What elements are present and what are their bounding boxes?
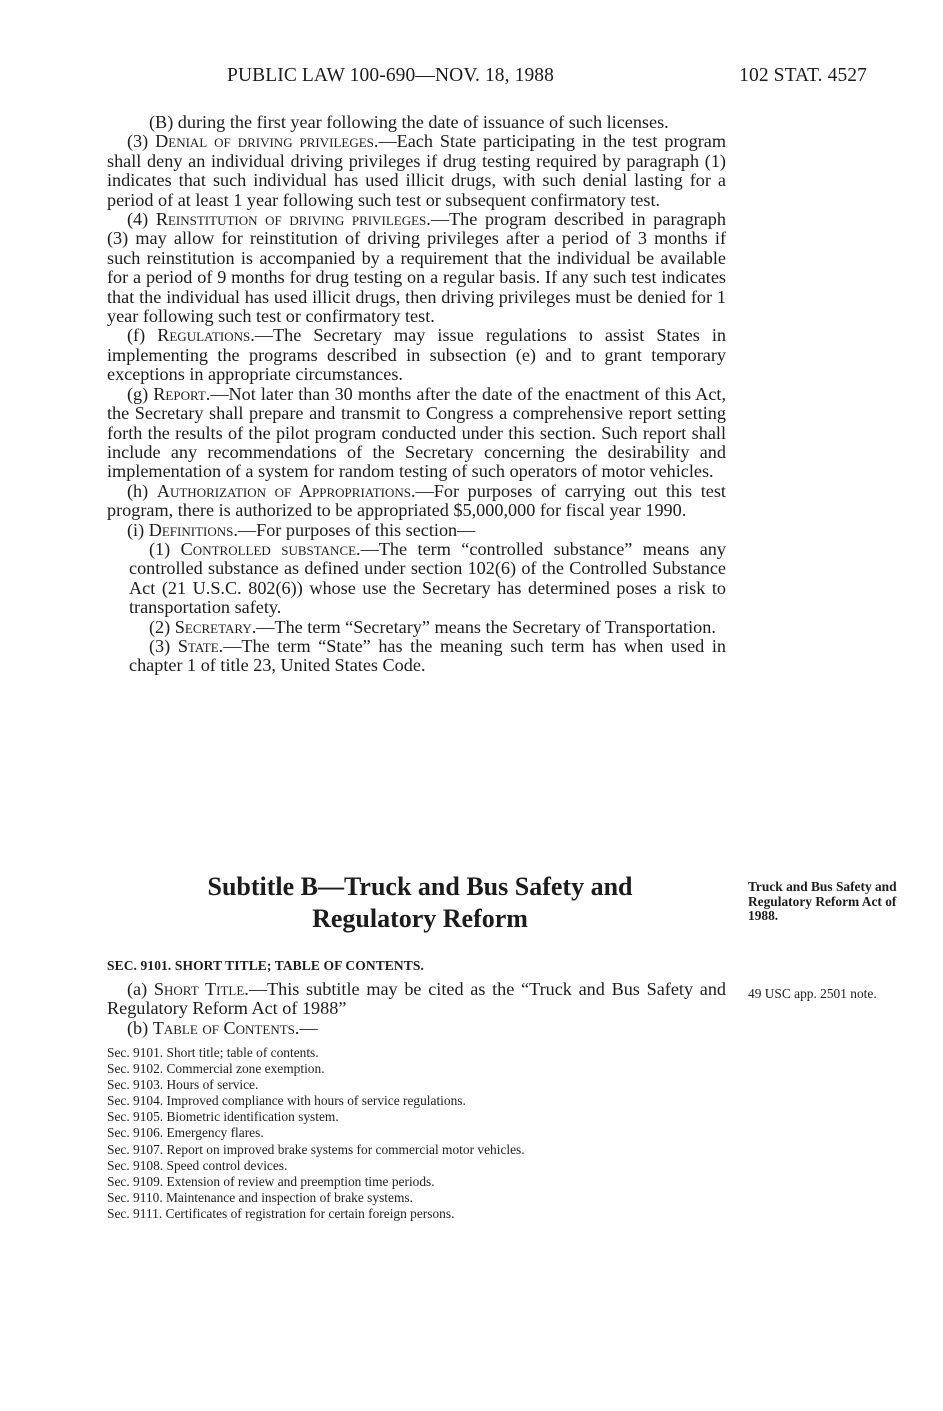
toc-entry: Sec. 9101. Short title; table of contents. xyxy=(107,1045,319,1060)
toc-entry: Sec. 9108. Speed control devices. xyxy=(107,1157,288,1173)
toc-entry: Sec. 9104. Improved compliance with hours of service regulations. xyxy=(107,1093,466,1109)
subsection-h-appropriations: (h) Authorization of Appropriations.—For purposes of carrying out this test program, there is authorized to be appropriated $5,000,000 for fiscal year 1990. xyxy=(107,480,726,521)
toc-entry: Sec. 9103. Hours of service. xyxy=(107,1077,259,1093)
toc-entry: Sec. 9102. Commercial zone exemption. xyxy=(107,1061,325,1077)
paragraph-b-continuation: (B) during the first year following the date of issuance of such licenses. xyxy=(149,112,669,132)
table-of-contents xyxy=(107,1045,687,1222)
toc-entry: Sec. 9107. Report on improved brake systems for commercial motor vehicles. xyxy=(107,1141,525,1157)
paragraph-3-denial: (3) Denial of driving privileges.—Each State participating in the test program shall deny an individual driving privileges if drug testing required by paragraph (1) indicates that such individual has used illicit drugs, with such denial lasting for a period of at least 1 year following such test or subsequent confirmatory test. xyxy=(107,131,726,210)
paragraph-heading: Denial of driving privileges. xyxy=(155,131,379,152)
subsection-b-toc: (b) Table of Contents.— xyxy=(127,1017,318,1038)
definition-secretary: (2) Secretary.—The term “Secretary” means the Secretary of Transportation. xyxy=(149,616,716,637)
subsection-f-regulations: (f) Regulations.—The Secretary may issue regulations to assist States in implementing the programs described in subsection (e) and to grant temporary exceptions in appropriate circumstances. xyxy=(107,325,727,385)
toc-entry: Sec. 9106. Emergency flares. xyxy=(107,1125,264,1141)
toc-entry: Sec. 9105. Biometric identification system. xyxy=(107,1109,339,1125)
public-law-citation: PUBLIC LAW 100-690—NOV. 18, 1988 xyxy=(227,65,555,86)
toc-entry: Sec. 9110. Maintenance and inspection of brake systems. xyxy=(107,1189,413,1205)
subsection-heading: Report. xyxy=(153,383,211,404)
subsection-heading: Definitions. xyxy=(148,519,238,540)
toc-entry: Sec. 9111. Certificates of registration for certain foreign persons. xyxy=(107,1205,455,1221)
paragraph-heading: Reinstitution of driving privileges. xyxy=(155,209,431,230)
definition-heading: State. xyxy=(177,635,224,656)
definition-controlled-substance: (1) Controlled substance.—The term “controlled substance” means any controlled substance as defined under section 102(6) of the Controlled Substance Act (21 U.S.C. 802(6)) whose use the Secretary has determined poses a risk to transportation safety. xyxy=(129,538,726,618)
toc-entry: Sec. 9109. Extension of review and preemption time periods. xyxy=(107,1173,435,1189)
margin-note-citation: 49 USC app. 2501 note. xyxy=(748,986,877,1001)
definition-state: (3) State.—The term “State” has the meaning such term has when used in chapter 1 of title 23, United States Code. xyxy=(129,635,726,676)
subsection-heading: Short Title. xyxy=(153,979,249,999)
paragraph-4-reinstitution: (4) Reinstitution of driving privileges.—The program described in paragraph (3) may allow for reinstitution of driving privileges after a period of 3 months if such reinstitution is accompanied by a requirement that the individual be available for a period of 9 months for drug testing on a regular basis. If any such test indicates that the individual has used illicit drugs, then driving privileges must be denied for 1 year following such test or confirmatory test. xyxy=(107,209,726,327)
definition-heading: Secretary. xyxy=(174,616,257,637)
subsection-heading: Authorization of Appropriations. xyxy=(156,480,416,501)
main-text xyxy=(107,113,726,676)
subsection-i-definitions: (i) Definitions.—For purposes of this section— xyxy=(127,519,476,540)
subtitle-heading: Subtitle B—Truck and Bus Safety and Regulatory Reform xyxy=(207,872,633,933)
margin-note-short-title: Truck and Bus Safety and Regulatory Reform Act of 1988. xyxy=(748,879,897,924)
section-body xyxy=(107,980,726,1038)
subsection-a-short-title: (a) Short Title.—This subtitle may be cited as the “Truck and Bus Safety and Regulatory Reform Act of 1988” xyxy=(107,979,727,1019)
statute-page-number: 102 STAT. 4527 xyxy=(739,65,867,86)
subsection-heading: Regulations. xyxy=(157,325,255,346)
definition-heading: Controlled substance. xyxy=(180,538,361,559)
subsection-g-report: (g) Report.—Not later than 30 months after the date of the enactment of this Act, the Secretary shall prepare and transmit to Congress a comprehensive report setting forth the results of the pilot program conducted under this section. Such report shall include any recommendations of the Secretary concerning the desirability and implementation of a system for random testing of such operators of motor vehicles. xyxy=(107,383,726,482)
subsection-heading: Table of Contents. xyxy=(152,1017,300,1038)
section-heading: SEC. 9101. SHORT TITLE; TABLE OF CONTENTS. xyxy=(107,958,424,973)
